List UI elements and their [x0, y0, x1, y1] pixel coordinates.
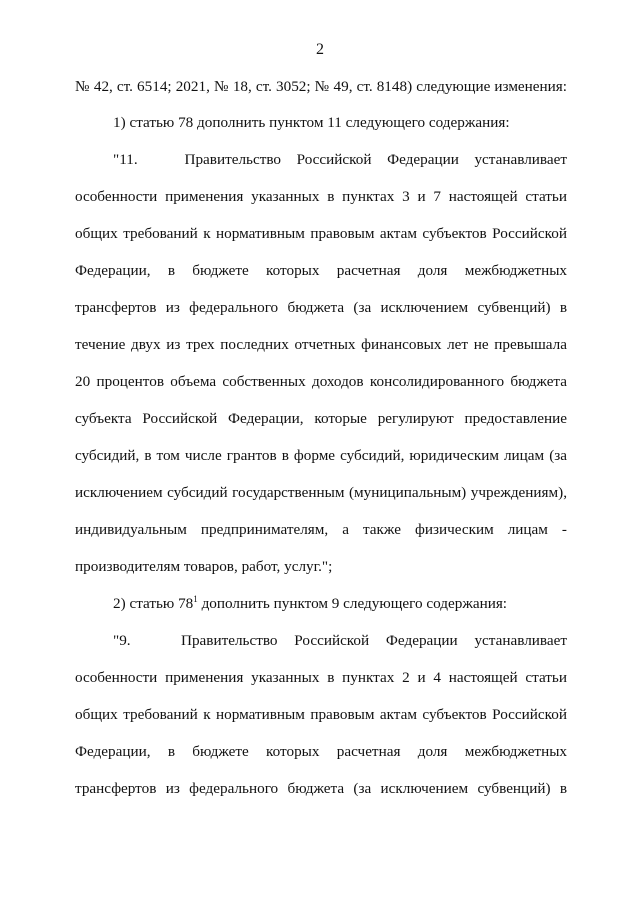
text-line: Федерации, в бюджете которых расчетная доля межбюджетных — [75, 262, 567, 279]
text-line: особенности применения указанных в пунктах 2 и 4 настоящей статьи — [75, 669, 567, 686]
item-2-prefix: 2) статью 78 — [113, 595, 194, 612]
text-line: трансфертов из федерального бюджета (за исключением субвенций) в — [75, 780, 567, 797]
list-item-2-heading — [113, 594, 567, 614]
superscript-index: 1 — [193, 594, 198, 604]
text-line: "11. Правительство Российской Федерации устанавливает — [113, 151, 567, 168]
text-line: трансфертов из федерального бюджета (за исключением субвенций) в — [75, 299, 567, 316]
list-item-1-heading: 1) статью 78 дополнить пунктом 11 следующего содержания: — [113, 114, 510, 131]
text-line: субъекта Российской Федерации, которые регулируют предоставление — [75, 410, 567, 427]
text-line: особенности применения указанных в пунктах 3 и 7 настоящей статьи — [75, 188, 567, 205]
text-line: общих требований к нормативным правовым актам субъектов Российской — [75, 225, 567, 242]
text-line: общих требований к нормативным правовым актам субъектов Российской — [75, 706, 567, 723]
text-line: "9. Правительство Российской Федерации устанавливает — [113, 632, 567, 649]
text-line: субсидий, в том числе грантов в форме субсидий, юридическим лицам (за — [75, 447, 567, 464]
text-line: Федерации, в бюджете которых расчетная доля межбюджетных — [75, 743, 567, 760]
text-line: 20 процентов объема собственных доходов консолидированного бюджета — [75, 373, 567, 390]
text-line: течение двух из трех последних отчетных финансовых лет не превышала — [75, 336, 567, 353]
text-line: производителям товаров, работ, услуг."; — [75, 558, 333, 575]
text-line: № 42, ст. 6514; 2021, № 18, ст. 3052; № 49, ст. 8148) следующие изменения: — [75, 78, 567, 95]
item-2-suffix: дополнить пунктом 9 следующего содержания: — [197, 595, 508, 612]
page-number: 2 — [316, 41, 324, 58]
text-line: индивидуальным предпринимателям, а также физическим лицам - — [75, 521, 567, 538]
text-line: исключением субсидий государственным (муниципальным) учреждениям), — [75, 484, 567, 501]
